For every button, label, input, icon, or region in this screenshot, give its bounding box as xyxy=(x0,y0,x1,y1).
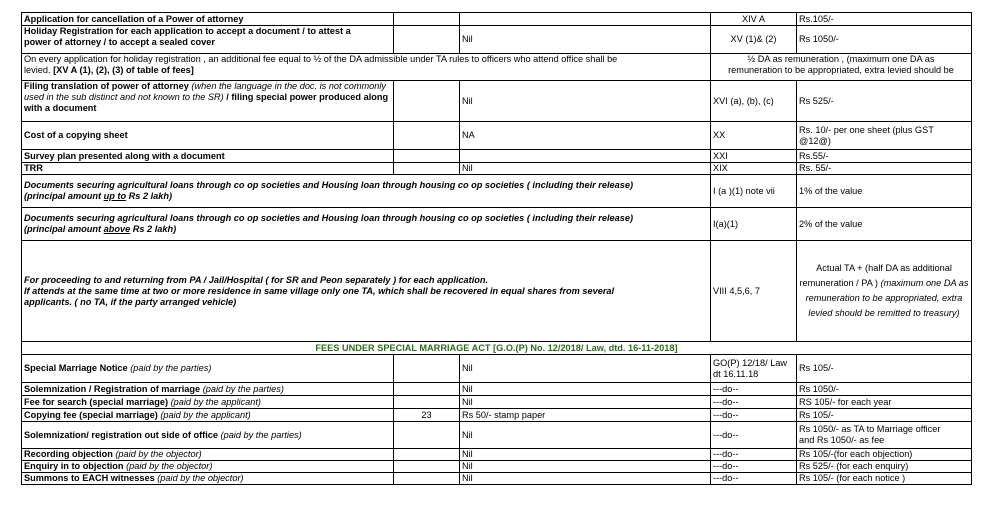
row-fee: Rs 1050/- xyxy=(797,26,972,54)
row-number-cell xyxy=(394,449,460,461)
row-number-cell xyxy=(394,163,460,175)
row-number-cell xyxy=(394,13,460,26)
row-article: ---do-- xyxy=(711,461,797,473)
table-row xyxy=(22,54,972,81)
table-row xyxy=(22,175,972,208)
row-number-cell xyxy=(394,150,460,163)
row-number-cell: 23 xyxy=(394,409,460,422)
fee-table-sheet xyxy=(21,12,971,485)
table-row xyxy=(22,13,972,26)
row-value-cell: Nil xyxy=(460,26,711,54)
row-description: Recording objection (paid by the objector) xyxy=(22,449,394,461)
table-row xyxy=(22,163,972,175)
row-value-cell: NA xyxy=(460,122,711,150)
row-description: For proceeding to and returning from PA / Jail/Hospital ( for SR and Peon separately ) for each application. If attends at the same time at two or more residence in same village only one TA, which shall be recovered in equal shares from several applicants. ( no TA, if the party arranged vehicle) xyxy=(22,241,711,342)
row-fee: 2% of the value xyxy=(797,208,972,241)
row-description: On every application for holiday registration , an additional fee equal to ½ of the DA admissible under TA rules to officers who attend office shall be levied. [XV A (1), (2), (3) of table of fees] xyxy=(22,54,711,81)
table-row xyxy=(22,409,972,422)
row-value-cell: Nil xyxy=(460,163,711,175)
row-fee: RS 105/- for each year xyxy=(797,396,972,409)
row-fee: Rs 1050/- as TA to Marriage officer and Rs 1050/- as fee xyxy=(797,422,972,449)
row-fee: Rs 1050/- xyxy=(797,383,972,396)
row-number-cell xyxy=(394,383,460,396)
row-article: XX xyxy=(711,122,797,150)
row-value-cell: Nil xyxy=(460,449,711,461)
table-row xyxy=(22,422,972,449)
table-row xyxy=(22,383,972,396)
row-value-cell xyxy=(460,150,711,163)
row-description: Survey plan presented along with a document xyxy=(22,150,394,163)
row-description: Solemnization/ registration out side of office (paid by the parties) xyxy=(22,422,394,449)
row-description: Filing translation of power of attorney (when the language in the doc. is not commonly used in the sub distinct and not known to the SR) / filing special power produced along with a document xyxy=(22,81,394,122)
row-value-cell: Nil xyxy=(460,461,711,473)
table-row xyxy=(22,473,972,485)
row-fee: Rs. 10/- per one sheet (plus GST @12@) xyxy=(797,122,972,150)
row-number-cell xyxy=(394,461,460,473)
row-description: Cost of a copying sheet xyxy=(22,122,394,150)
row-fee: Actual TA + (half DA as additional remuneration / PA ) (maximum one DA as remuneration to be appropriated, extra levied should be remitted to treasury) xyxy=(797,241,972,342)
row-description: Solemnization / Registration of marriage (paid by the parties) xyxy=(22,383,394,396)
row-article: XV (1)& (2) xyxy=(711,26,797,54)
table-row xyxy=(22,26,972,54)
row-description: Holiday Registration for each application to accept a document / to attest a power of attorney / to accept a sealed cover xyxy=(22,26,394,54)
row-value-cell: Nil xyxy=(460,383,711,396)
row-fee: Rs 105/- xyxy=(797,409,972,422)
row-description: Special Marriage Notice (paid by the parties) xyxy=(22,355,394,383)
row-article: XIX xyxy=(711,163,797,175)
row-article: XIV A xyxy=(711,13,797,26)
row-fee: Rs 525/- xyxy=(797,81,972,122)
table-row xyxy=(22,208,972,241)
row-number-cell xyxy=(394,422,460,449)
table-row xyxy=(22,81,972,122)
table-row xyxy=(22,150,972,163)
table-row xyxy=(22,449,972,461)
section-header-row xyxy=(22,342,972,355)
row-article: GO(P) 12/18/ Law dt 16.11.18 xyxy=(711,355,797,383)
row-fee: Rs 105/-(for each objection) xyxy=(797,449,972,461)
row-description: Copying fee (special marriage) (paid by the applicant) xyxy=(22,409,394,422)
row-value-cell xyxy=(460,13,711,26)
row-fee: Rs.105/- xyxy=(797,13,972,26)
row-number-cell xyxy=(394,81,460,122)
row-article: I(a)(1) xyxy=(711,208,797,241)
row-article: XXI xyxy=(711,150,797,163)
fee-table xyxy=(21,12,972,485)
row-article: ---do-- xyxy=(711,409,797,422)
row-value-cell: Nil xyxy=(460,355,711,383)
row-fee: Rs 105/- (for each notice ) xyxy=(797,473,972,485)
row-article: ---do-- xyxy=(711,422,797,449)
table-row xyxy=(22,396,972,409)
row-value-cell: Nil xyxy=(460,81,711,122)
row-article: ---do-- xyxy=(711,383,797,396)
table-row xyxy=(22,461,972,473)
row-description: Fee for search (special marriage) (paid by the applicant) xyxy=(22,396,394,409)
row-article: ---do-- xyxy=(711,473,797,485)
row-description: TRR xyxy=(22,163,394,175)
row-fee: Rs 105/- xyxy=(797,355,972,383)
row-number-cell xyxy=(394,26,460,54)
row-number-cell xyxy=(394,473,460,485)
row-fee: Rs.55/- xyxy=(797,150,972,163)
row-value-cell: Rs 50/- stamp paper xyxy=(460,409,711,422)
row-description: Documents securing agricultural loans through co op societies and Housing loan through housing co op societies ( including their release) (principal amount above Rs 2 lakh) xyxy=(22,208,711,241)
row-description: Summons to EACH witnesses (paid by the objector) xyxy=(22,473,394,485)
table-row xyxy=(22,241,972,342)
row-value-cell: Nil xyxy=(460,473,711,485)
section-title: FEES UNDER SPECIAL MARRIAGE ACT [G.O.(P) No. 12/2018/ Law, dtd. 16-11-2018] xyxy=(22,342,972,355)
row-description: Application for cancellation of a Power of attorney xyxy=(22,13,394,26)
row-number-cell xyxy=(394,122,460,150)
row-fee: 1% of the value xyxy=(797,175,972,208)
row-value-cell: Nil xyxy=(460,422,711,449)
row-value-cell: Nil xyxy=(460,396,711,409)
row-article: I (a )(1) note vii xyxy=(711,175,797,208)
row-description: Documents securing agricultural loans through co op societies and Housing loan through housing co op societies ( including their release) (principal amount up to Rs 2 lakh) xyxy=(22,175,711,208)
table-row xyxy=(22,122,972,150)
row-fee: Rs. 55/- xyxy=(797,163,972,175)
row-article: VIII 4,5,6, 7 xyxy=(711,241,797,342)
row-number-cell xyxy=(394,355,460,383)
row-article: ---do-- xyxy=(711,396,797,409)
table-row xyxy=(22,355,972,383)
row-fee: Rs 525/- (for each enquiry) xyxy=(797,461,972,473)
row-article: XVI (a), (b), (c) xyxy=(711,81,797,122)
row-article: ---do-- xyxy=(711,449,797,461)
row-fee: ½ DA as remuneration , (maximum one DA as remuneration to be appropriated, extra levied should be xyxy=(711,54,972,81)
row-number-cell xyxy=(394,396,460,409)
row-description: Enquiry in to objection (paid by the objector) xyxy=(22,461,394,473)
